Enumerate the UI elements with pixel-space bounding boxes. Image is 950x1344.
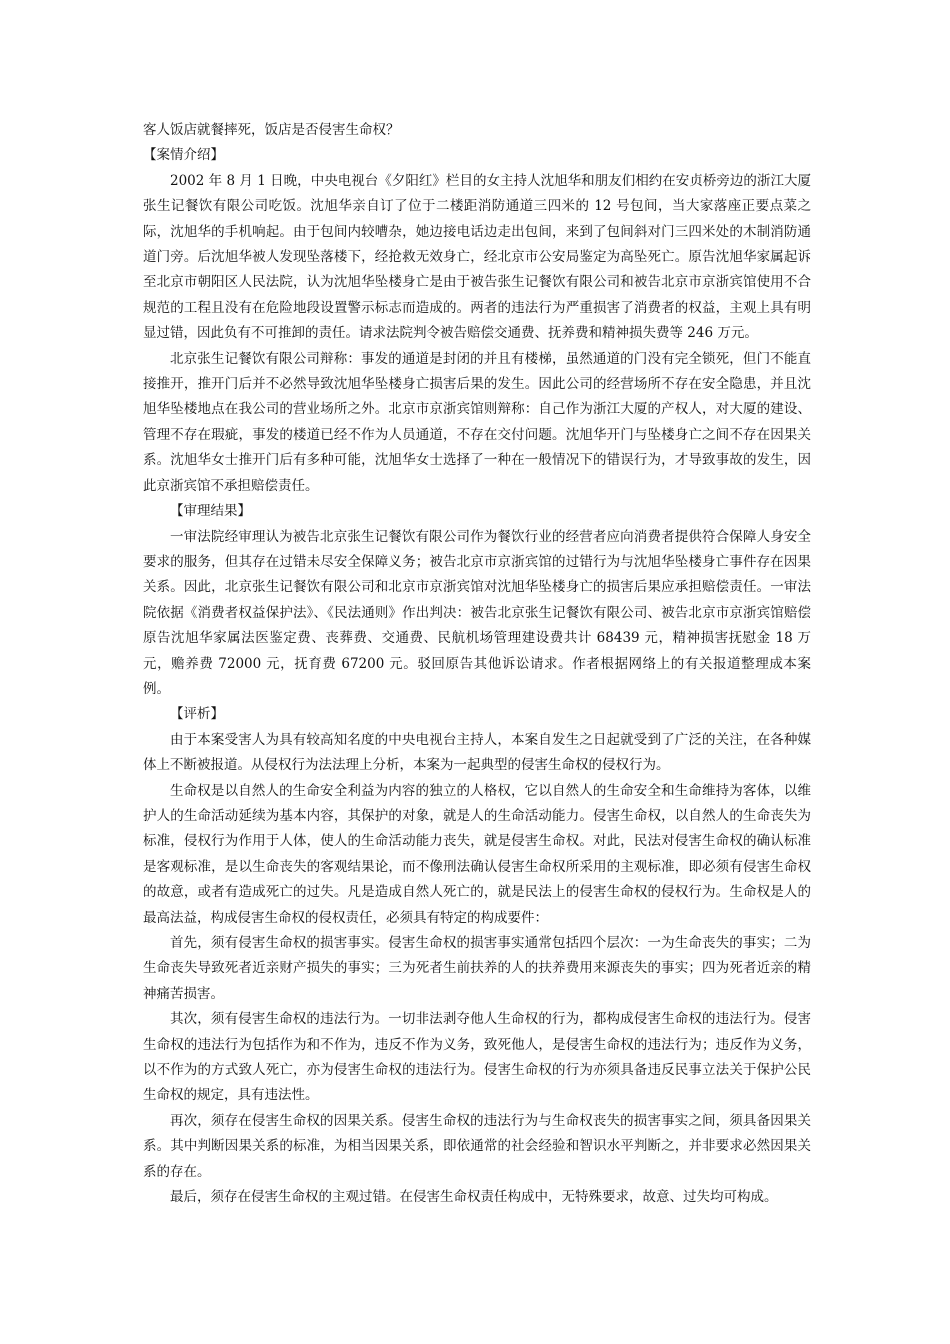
paragraph: 北京张生记餐饮有限公司辩称：事发的通道是封闭的并且有楼梯，虽然通道的门没有完全锁死，但门不能直接推开，推开门后并不必然导致沈旭华坠楼身亡损害后果的发生。因此公司的经营场所不存在安全隐患，并且沈旭华坠楼地点在我公司的营业场所之外。北京市京浙宾馆则辩称：自己作为浙江大厦的产权人，对大厦的建设、管理不存在瑕疵，事发的楼道已经不作为人员通道，不存在交付问题。沈旭华开门与坠楼身亡之间不存在因果关系。沈旭华女士推开门后有多种可能，沈旭华女士选择了一种在一般情况下的错误行为，才导致事故的发生，因此京浙宾馆不承担赔偿责任。	[143, 350, 811, 494]
paragraph: 最后，须存在侵害生命权的主观过错。在侵害生命权责任构成中，无特殊要求，故意、过失均可构成。	[170, 1189, 778, 1206]
section-heading-trial-result: 【审理结果】	[170, 503, 251, 520]
paragraph: 2002 年 8 月 1 日晚，中央电视台《夕阳红》栏目的女主持人沈旭华和朋友们相约在安贞桥旁边的浙江大厦张生记餐饮有限公司吃饭。沈旭华亲自订了位于二楼距消防通道三四米的 12 号包间，当大家落座正要点菜之际，沈旭华的手机响起。由于包间内较嘈杂，她边接电话边走出包间，来到了包间斜对门三四米处的木制消防通道门旁。后沈旭华被人发现坠落楼下，经抢救无效身亡，经北京市公安局鉴定为高坠死亡。原告沈旭华家属起诉至北京市朝阳区人民法院，认为沈旭华坠楼身亡是由于被告张生记餐饮有限公司和被告北京市京浙宾馆使用不合规范的工程且没有在危险地段设置警示标志而造成的。两者的违法行为严重损害了消费者的权益，主观上具有明显过错，因此负有不可推卸的责任。请求法院判令被告赔偿交通费、抚养费和精神损失费等 246 万元。	[143, 172, 811, 342]
paragraph: 首先，须有侵害生命权的损害事实。侵害生命权的损害事实通常包括四个层次：一为生命丧失的事实；二为生命丧失导致死者近亲财产损失的事实；三为死者生前扶养的人的扶养费用来源丧失的事实；四为死者近亲的精神痛苦损害。	[143, 935, 811, 1002]
paragraph: 其次，须有侵害生命权的违法行为。一切非法剥夺他人生命权的行为，都构成侵害生命权的违法行为。侵害生命权的违法行为包括作为和不作为，违反不作为义务，致死他人，是侵害生命权的违法行为；违反作为义务，以不作为的方式致人死亡，亦为侵害生命权的违法行为。侵害生命权的行为亦须具备违反民事立法关于保护公民生命权的规定，具有违法性。	[143, 1011, 811, 1104]
paragraph: 再次，须存在侵害生命权的因果关系。侵害生命权的违法行为与生命权丧失的损害事实之间，须具备因果关系。其中判断因果关系的标准，为相当因果关系，即依通常的社会经验和智识水平判断之，并非要求必然因果关系的存在。	[143, 1112, 811, 1180]
paragraph: 生命权是以自然人的生命安全利益为内容的独立的人格权，它以自然人的生命安全和生命维持为客体，以维护人的生命活动延续为基本内容，其保护的对象，就是人的生命活动能力。侵害生命权，以自然人的生命丧失为标准，侵权行为作用于人体，使人的生命活动能力丧失，就是侵害生命权。对此，民法对侵害生命权的确认标准是客观标准，是以生命丧失的客观结果论，而不像刑法确认侵害生命权所采用的主观标准，即必须有侵害生命权的故意，或者有造成死亡的过失。凡是造成自然人死亡的，就是民法上的侵害生命权的侵权行为。生命权是人的最高法益，构成侵害生命权的侵权责任，必须具有特定的构成要件：	[143, 782, 811, 926]
paragraph: 一审法院经审理认为被告北京张生记餐饮有限公司作为餐饮行业的经营者应向消费者提供符合保障人身安全要求的服务，但其存在过错未尽安全保障义务；被告北京市京浙宾馆的过错行为与沈旭华坠楼身亡事件存在因果关系。因此，北京张生记餐饮有限公司和北京市京浙宾馆对沈旭华坠楼身亡的损害后果应承担赔偿责任。一审法院依据《消费者权益保护法》、《民法通则》作出判决：被告北京张生记餐饮有限公司、被告北京市京浙宾馆赔偿原告沈旭华家属法医鉴定费、丧葬费、交通费、民航机场管理建设费共计 68439 元，精神损害抚慰金 18 万元，赡养费 72000 元，抚育费 67200 元。驳回原告其他诉讼请求。作者根据网络上的有关报道整理成本案例。	[143, 528, 811, 697]
document-page	[143, 118, 811, 1210]
document-title: 客人饭店就餐摔死，饭店是否侵害生命权？	[143, 122, 400, 138]
section-heading-case-intro: 【案情介绍】	[143, 147, 224, 164]
section-heading-analysis: 【评析】	[170, 706, 224, 723]
paragraph: 由于本案受害人为具有较高知名度的中央电视台主持人，本案自发生之日起就受到了广泛的关注，在各种媒体上不断被报道。从侵权行为法法理上分析，本案为一起典型的侵害生命权的侵权行为。	[143, 731, 811, 774]
